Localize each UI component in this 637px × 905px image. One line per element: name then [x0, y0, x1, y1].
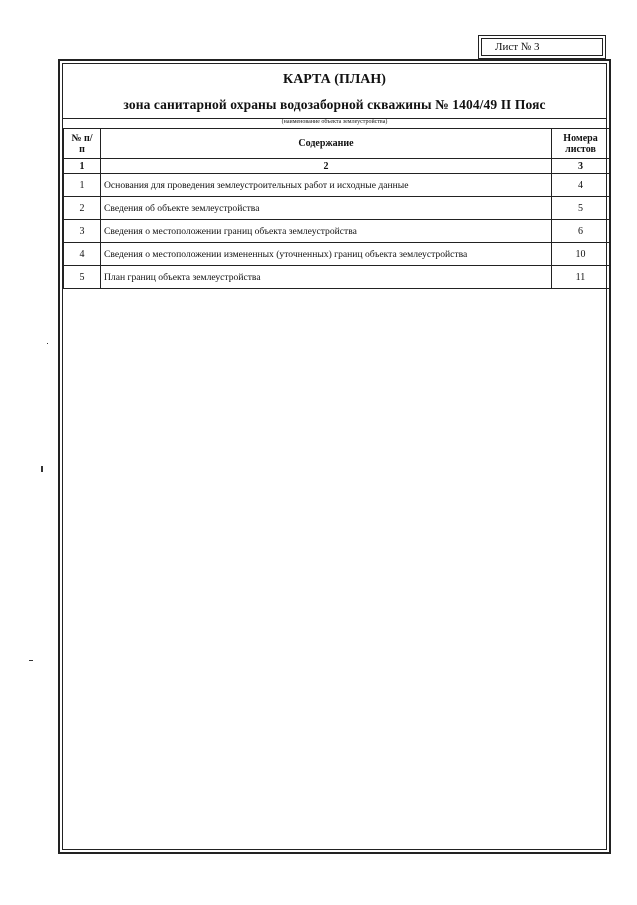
- row-content: Сведения об объекте землеустройства: [101, 197, 552, 220]
- table-row: [64, 197, 610, 220]
- document-frame: [58, 59, 611, 854]
- row-num: 4: [64, 243, 101, 266]
- document-frame-inner: [62, 63, 607, 850]
- document-title: КАРТА (ПЛАН): [283, 72, 386, 87]
- document-subtitle: зона санитарной охраны водозаборной скважины № 1404/49 II Пояс: [123, 97, 546, 112]
- row-content: Основания для проведения землеустроительных работ и исходные данные: [101, 174, 552, 197]
- header-num: [64, 129, 101, 159]
- scan-speck: [41, 466, 43, 472]
- column-number-row: [64, 159, 610, 174]
- object-name-caption: (наименование объекта землеустройства): [281, 119, 388, 125]
- contents-table: [63, 128, 610, 289]
- row-num: 3: [64, 220, 101, 243]
- row-sheets: 5: [552, 197, 610, 220]
- row-sheets: 4: [552, 174, 610, 197]
- row-content: Сведения о местоположении границ объекта землеустройства: [101, 220, 552, 243]
- scan-speck: [47, 343, 48, 344]
- table-row: [64, 266, 610, 289]
- row-num: 1: [64, 174, 101, 197]
- table-header-row: [64, 129, 610, 159]
- column-number-1: 1: [64, 159, 101, 174]
- column-number-3: 3: [552, 159, 610, 174]
- row-num: 2: [64, 197, 101, 220]
- header-content: Содержание: [101, 129, 552, 159]
- table-row: [64, 243, 610, 266]
- header-sheets-text: Номера листов: [563, 132, 598, 155]
- table-row: [64, 220, 610, 243]
- sheet-number-label: Лист № 3: [495, 41, 540, 53]
- row-num: 5: [64, 266, 101, 289]
- table-row: [64, 174, 610, 197]
- scan-speck: [29, 660, 33, 661]
- row-content: Сведения о местоположении измененных (уточненных) границ объекта землеустройства: [101, 243, 552, 266]
- header-num-text: № п/п: [71, 132, 93, 155]
- row-sheets: 11: [552, 266, 610, 289]
- row-sheets: 10: [552, 243, 610, 266]
- column-number-2: 2: [101, 159, 552, 174]
- header-sheets: [552, 129, 610, 159]
- row-content: План границ объекта землеустройства: [101, 266, 552, 289]
- row-sheets: 6: [552, 220, 610, 243]
- sheet-number-box: [478, 35, 606, 59]
